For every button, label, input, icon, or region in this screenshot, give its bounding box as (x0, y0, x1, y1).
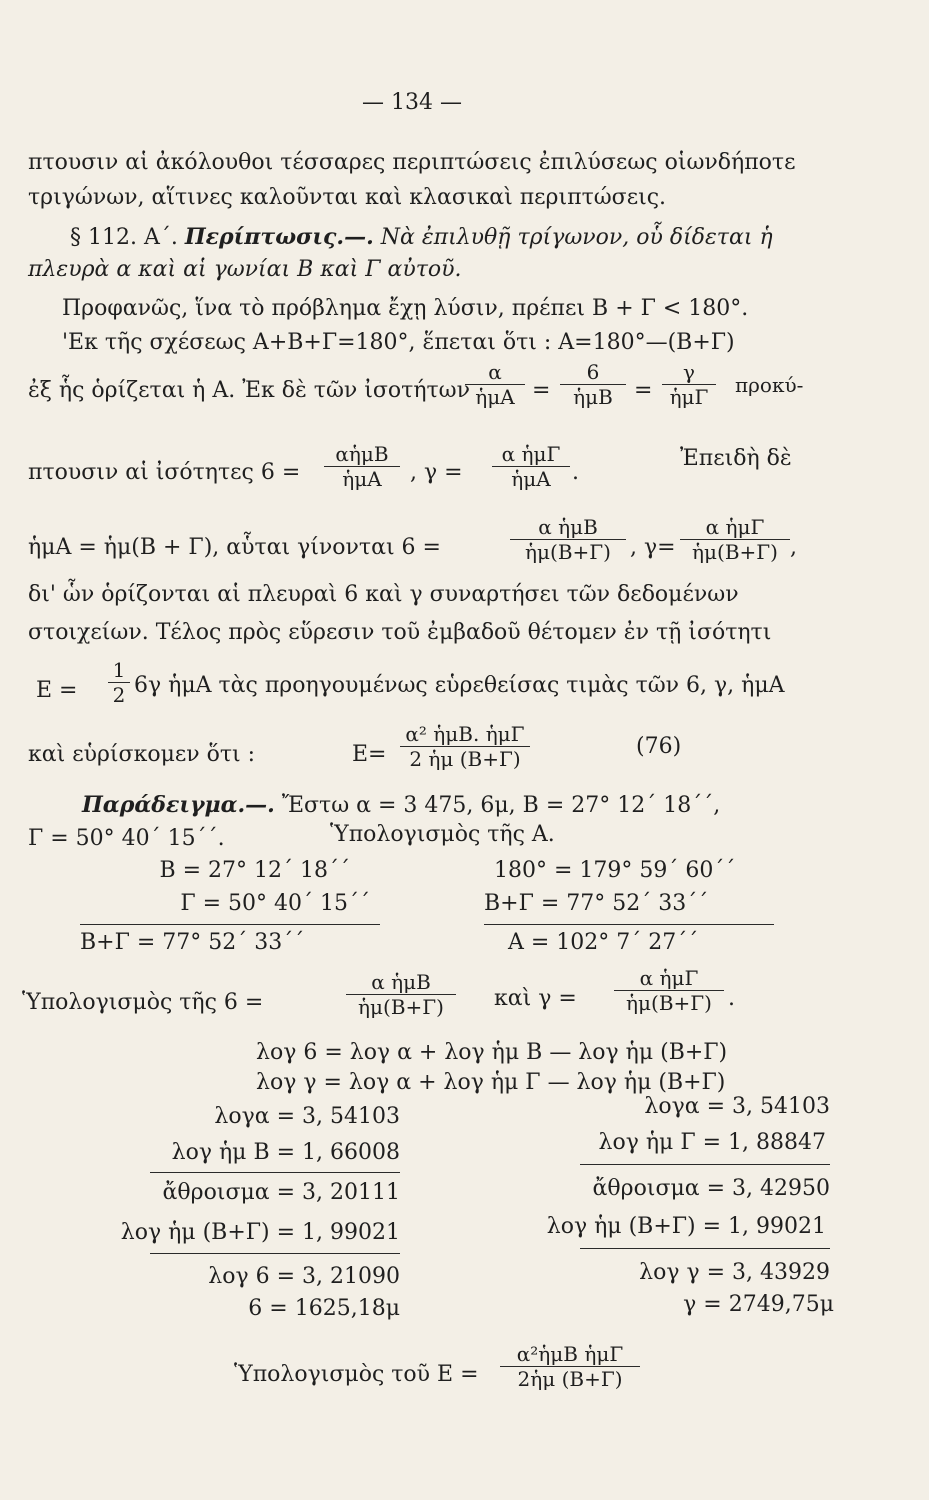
fraction-denominator: ἡμΓ (662, 384, 716, 409)
section-statement: Νὰ ἐπιλυθῇ τρίγωνον, οὗ δίδεται ἡ (380, 225, 773, 250)
equals-sign: = (532, 378, 551, 403)
fraction-numerator: 1 (112, 658, 126, 682)
right-log-sinG: λογ ἡμ Γ = 1, 88847 (598, 1130, 826, 1155)
fraction-denominator: ἡμΑ (465, 384, 525, 409)
period: . (572, 460, 579, 485)
left-diff-rule (150, 1253, 400, 1254)
fraction-denominator: ἡμΑ (324, 466, 400, 491)
section-title: Περίπτωσις.—. (184, 224, 374, 250)
example-data: Ἔστω α = 3 475, 6μ, Β = 27° 12΄ 18΄΄, (281, 793, 721, 818)
period: . (728, 986, 735, 1011)
left-log-sinBG: λογ ἡμ (Β+Γ) = 1, 99021 (120, 1220, 400, 1245)
fraction-g-over-sinG (662, 360, 716, 409)
fraction-b-over-sinB (560, 360, 626, 409)
fraction-g-calc (614, 966, 724, 1015)
equals-sign: = (634, 378, 653, 403)
fraction-denominator: 2 (108, 682, 130, 707)
text-line-11: στοιχείων. Τέλος πρὸς εὕρεσιν τοῦ ἐμβαδοῦ θέτομεν ἐν τῇ ἰσότητι (28, 620, 772, 645)
text-line-4: πλευρὰ α καὶ αἱ γωνίαι Β καὶ Γ αὐτοῦ. (28, 257, 462, 282)
calc-b-g-heading: Ὑπολογισμὸς τῆς 6 = (22, 990, 264, 1015)
fraction-denominator: 2ἡμ (Β+Γ) (500, 1366, 640, 1391)
fraction-numerator: α (488, 360, 502, 384)
calc-BG-right: Β+Γ = 77° 52΄ 33΄΄ (484, 891, 709, 916)
text-line-6: 'Εκ τῆς σχέσεως Α+Β+Γ=180°, ἕπεται ὅτι : Α=180°—(Β+Γ) (62, 330, 735, 355)
left-log-sinB: λογ ἡμ Β = 1, 66008 (171, 1140, 400, 1165)
left-log-a: λογα = 3, 54103 (214, 1104, 400, 1129)
fraction-b-formula-2 (510, 515, 626, 564)
calc-G: Γ = 50° 40΄ 15΄΄ (180, 891, 370, 916)
fraction-denominator: ἡμΒ (560, 384, 626, 409)
comma: , (790, 535, 797, 560)
text-line-1: πτουσιν αἱ ἀκόλουθοι τέσσαρες περιπτώσεις ἐπιλύσεως οἱωνδήποτε (28, 150, 796, 175)
calc-A: Α = 102° 7΄ 27΄΄ (508, 930, 699, 955)
fraction-area-calc (500, 1342, 640, 1391)
text-line-12-start: Ε = (36, 678, 78, 703)
log-g-formula: λογ γ = λογ α + λογ ἡμ Γ — λογ ἡμ (Β+Γ) (256, 1070, 726, 1095)
right-sum-rule (580, 1164, 830, 1165)
right-diff-rule (580, 1248, 830, 1249)
calc-B: Β = 27° 12΄ 18΄΄ (159, 858, 350, 883)
fraction-denominator: ἡμΑ (492, 466, 570, 491)
fraction-denominator: ἡμ(Β+Γ) (680, 539, 790, 564)
right-g-value: γ = 2749,75μ (683, 1292, 834, 1317)
fraction-numerator: γ (683, 360, 695, 384)
text-line-8: πτουσιν αἱ ἰσότητες 6 = (28, 460, 301, 485)
text-line-2: τριγώνων, αἵτινες καλοῦνται καὶ κλασικαὶ περιπτώσεις. (28, 185, 667, 210)
fraction-denominator: ἡμ(Β+Γ) (614, 990, 724, 1015)
fraction-half (108, 658, 130, 707)
fraction-numerator: 6 (586, 360, 600, 384)
equation-number: (76) (636, 734, 682, 759)
left-log-b: λογ 6 = 3, 21090 (208, 1264, 400, 1289)
left-b-value: 6 = 1625,18μ (248, 1296, 400, 1321)
text-line-8-end: Ἐπειδὴ δὲ (680, 446, 792, 471)
page-number: — 134 — (362, 90, 462, 115)
fraction-numerator: α ἡμΓ (501, 442, 561, 466)
fraction-numerator: α ἡμΓ (639, 966, 699, 990)
comma-gamma: , γ = (410, 460, 463, 485)
fraction-denominator: 2 ἡμ (Β+Γ) (400, 746, 530, 771)
sum-rule-right (484, 924, 774, 925)
text-line-13: καὶ εὑρίσκομεν ὅτι : (28, 742, 256, 767)
calc-A-heading: Ὑπολογισμὸς τῆς Α. (330, 822, 555, 847)
fraction-denominator: ἡμ(Β+Γ) (346, 994, 456, 1019)
calc-and-gamma: καὶ γ = (494, 986, 577, 1011)
fraction-g-formula (492, 442, 570, 491)
text-line-7-end: προκύ- (735, 373, 804, 397)
text-line-7: ἐξ ἧς ὁρίζεται ἡ Α. Ἐκ δὲ τῶν ἰσοτήτων (28, 378, 470, 403)
example-title: Παράδειγμα.—. (82, 792, 275, 818)
left-sum-rule (150, 1172, 400, 1173)
area-label: Ε= (352, 742, 387, 767)
fraction-numerator: αἡμΒ (335, 442, 389, 466)
text-line-12: 6γ ἡμΑ τὰς προηγουμένως εὑρεθείσας τιμὰς τῶν 6, γ, ἡμΑ (134, 673, 785, 698)
left-sum: ἄθροισμα = 3, 20111 (162, 1180, 400, 1205)
text-line-10: δι' ὧν ὁρίζονται αἱ πλευραὶ 6 καὶ γ συναρτήσει τῶν δεδομένων (28, 582, 739, 607)
fraction-numerator: α² ἡμΒ. ἡμΓ (405, 722, 525, 746)
fraction-numerator: α ἡμΓ (705, 515, 765, 539)
log-b-formula: λογ 6 = λογ α + λογ ἡμ Β — λογ ἡμ (Β+Γ) (256, 1040, 728, 1065)
text-line-5: Προφανῶς, ἵνα τὸ πρόβλημα ἔχῃ λύσιν, πρέπει Β + Γ < 180°. (62, 296, 749, 321)
fraction-g-formula-2 (680, 515, 790, 564)
section-number: § 112. Α΄. (70, 225, 178, 250)
example-line (82, 792, 720, 819)
fraction-numerator: α²ἡμΒ ἡμΓ (516, 1342, 624, 1366)
fraction-a-over-sinA (465, 360, 525, 409)
fraction-numerator: α ἡμΒ (538, 515, 598, 539)
fraction-numerator: α ἡμΒ (371, 970, 431, 994)
fraction-area-formula (400, 722, 530, 771)
fraction-b-formula (324, 442, 400, 491)
fraction-b-calc (346, 970, 456, 1019)
text-line-9: ἡμΑ = ἡμ(Β + Γ), αὗται γίνονται 6 = (28, 535, 441, 560)
right-log-sinBG: λογ ἡμ (Β+Γ) = 1, 99021 (546, 1214, 826, 1239)
comma-gamma-2: , γ= (630, 535, 676, 560)
gamma-value: Γ = 50° 40΄ 15΄΄. (28, 826, 225, 851)
calc-E-heading: Ὑπολογισμὸς τοῦ Ε = (234, 1362, 479, 1387)
calc-BG: Β+Γ = 77° 52΄ 33΄΄ (80, 930, 305, 955)
fraction-denominator: ἡμ(Β+Γ) (510, 539, 626, 564)
right-sum: ἄθροισμα = 3, 42950 (592, 1176, 830, 1201)
section-heading (70, 224, 773, 251)
right-log-a: λογα = 3, 54103 (644, 1094, 830, 1119)
sum-rule-left (80, 924, 380, 925)
calc-180: 180° = 179° 59΄ 60΄΄ (494, 858, 736, 883)
right-log-g: λογ γ = 3, 43929 (639, 1260, 830, 1285)
